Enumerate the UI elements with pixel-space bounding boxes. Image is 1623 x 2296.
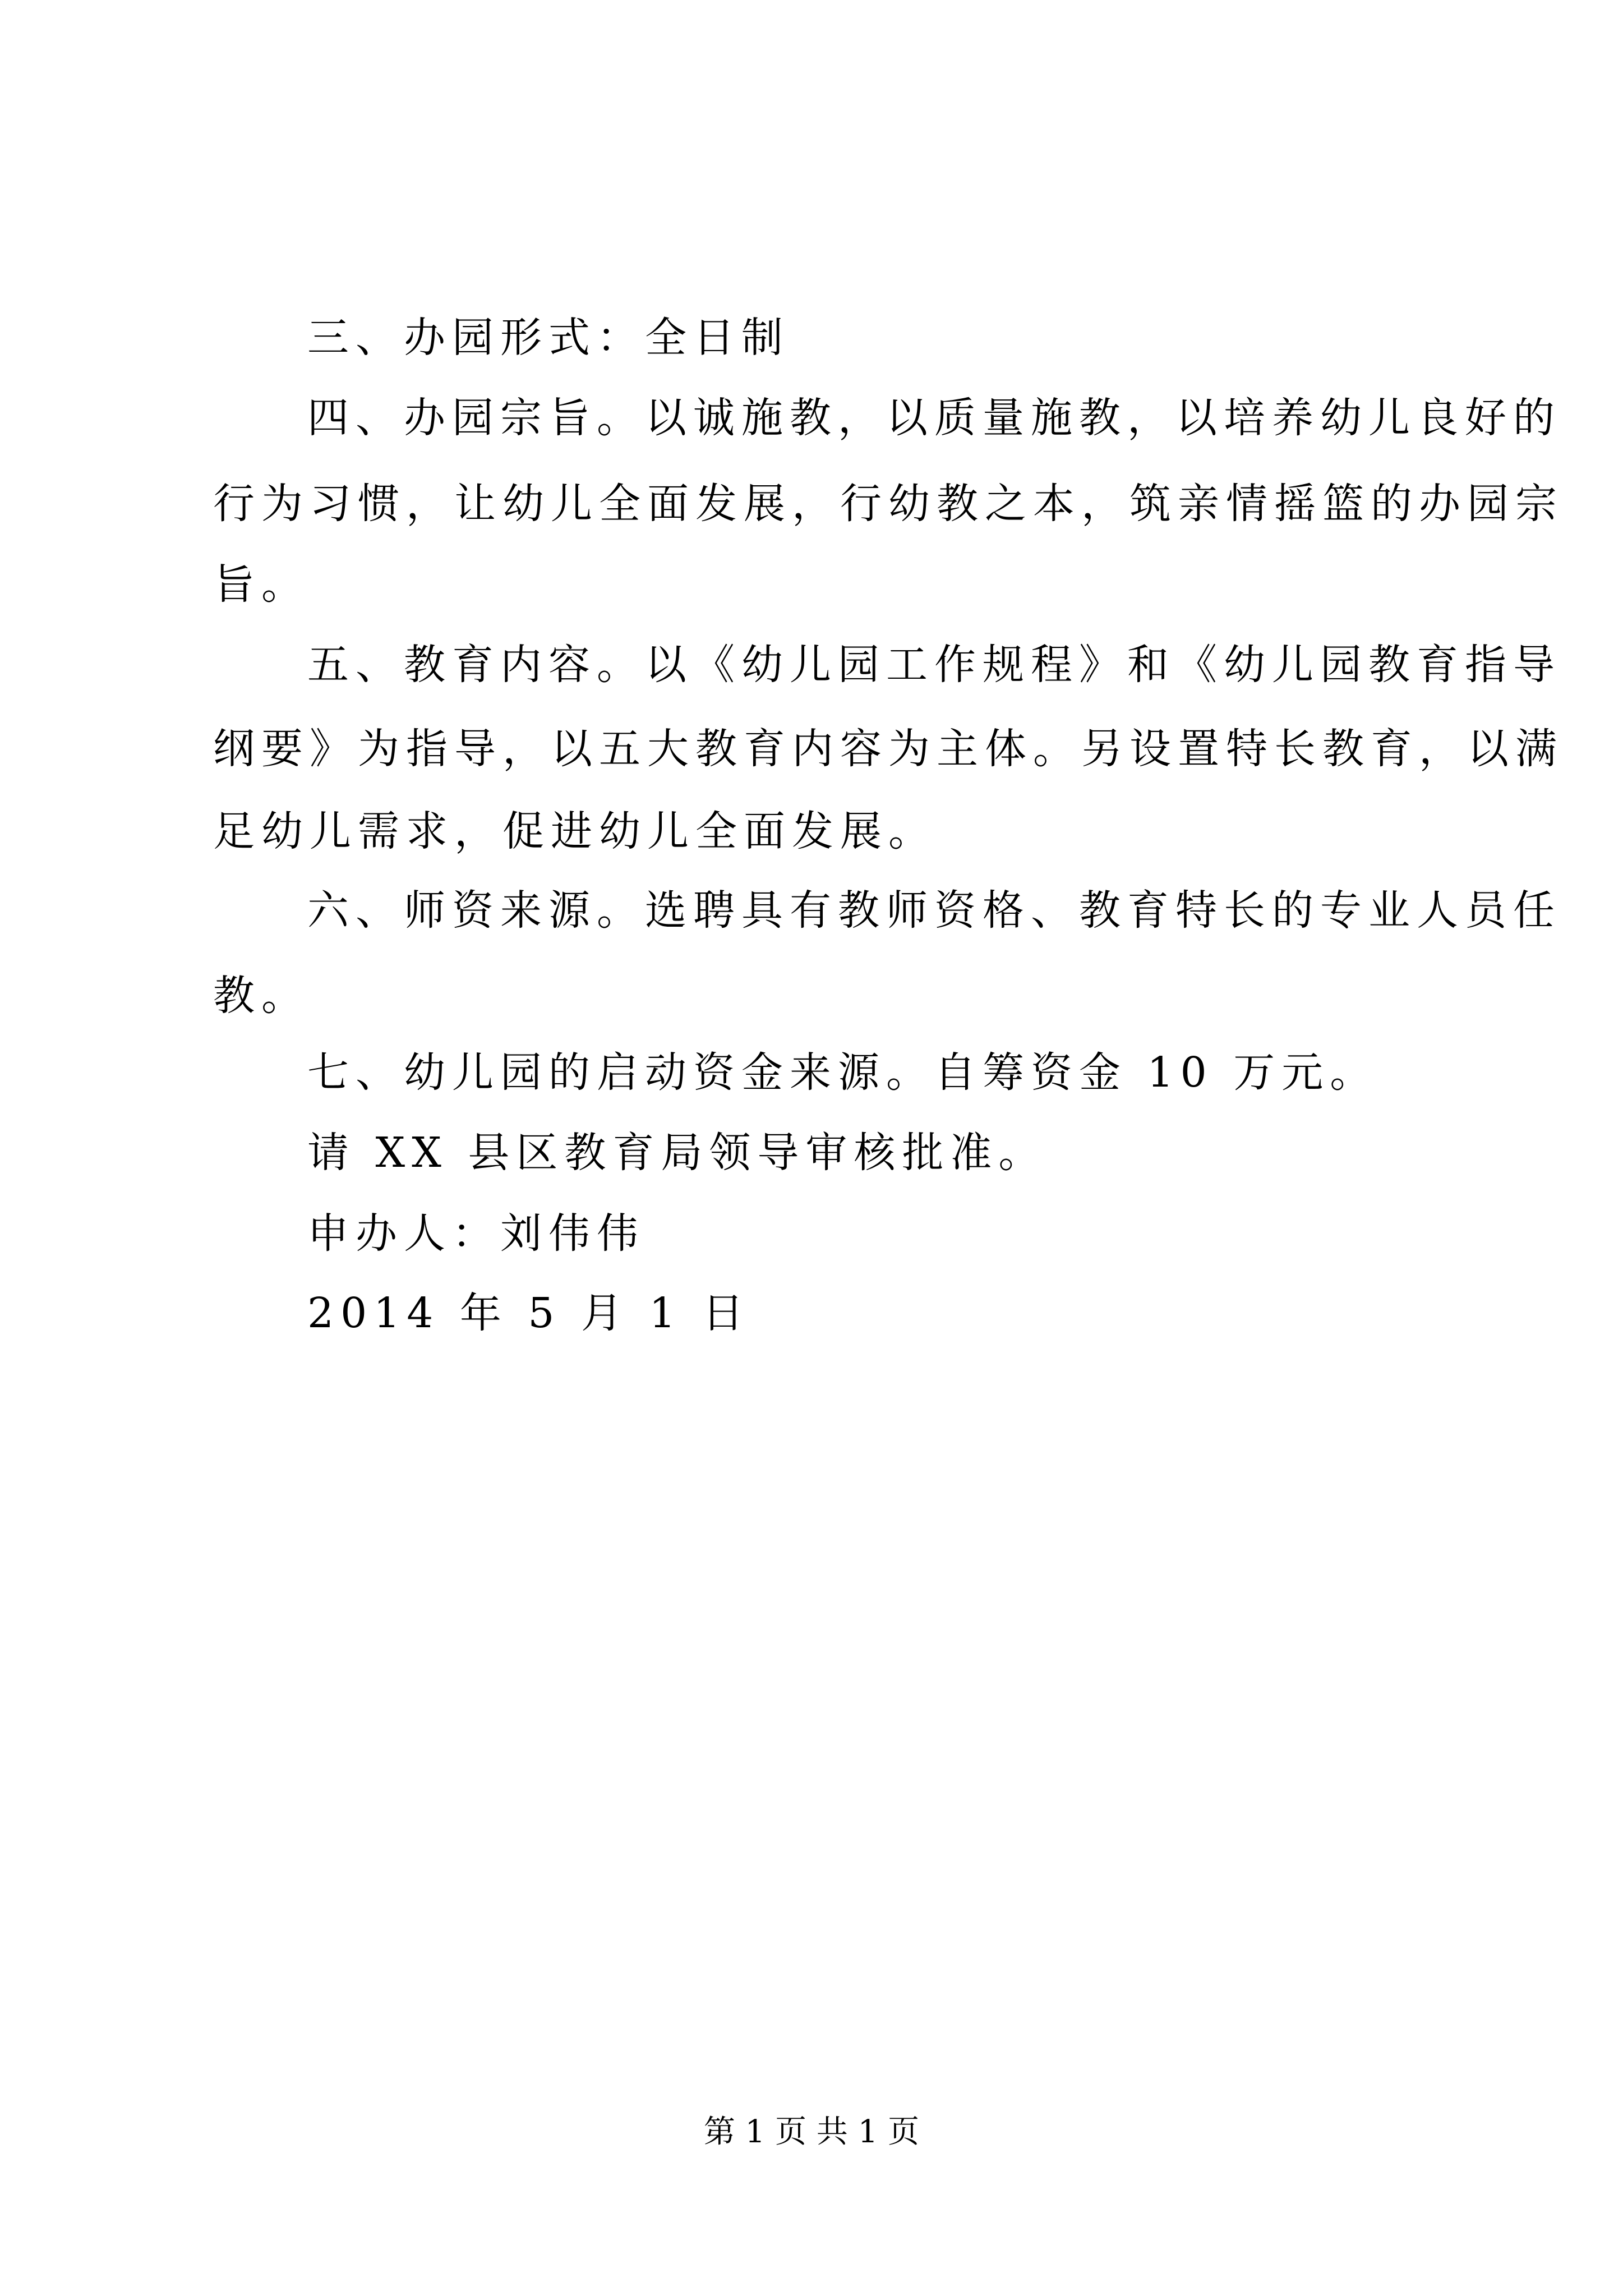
page-footer: 第 1 页 共 1 页	[703, 2114, 920, 2150]
section-6-line-1: 六、师资来源。选聘具有教师资格、教育特长的专业人员任	[307, 886, 1561, 935]
request-line: 请 XX 县区教育局领导审核批准。	[307, 1129, 1047, 1177]
section-7-line: 七、幼儿园的启动资金来源。自筹资金 10 万元。	[307, 1048, 1378, 1097]
section-6-line-2: 教。	[213, 972, 310, 1020]
section-5-line-3: 足幼儿需求，促进幼儿全面发展。	[213, 807, 937, 855]
section-4-line-1: 四、办园宗旨。以诚施教，以质量施教，以培养幼儿良好的	[307, 394, 1561, 442]
section-5-line-2: 纲要》为指导，以五大教育内容为主体。另设置特长教育，以满	[213, 725, 1564, 773]
applicant-line: 申办人：刘伟伟	[307, 1209, 645, 1258]
date-line: 2014 年 5 月 1 日	[307, 1289, 751, 1337]
section-4-line-2: 行为习惯，让幼儿全面发展，行幼教之本，筑亲情摇篮的办园宗	[213, 480, 1564, 528]
section-4-line-3: 旨。	[213, 560, 310, 609]
section-5-line-1: 五、教育内容。以《幼儿园工作规程》和《幼儿园教育指导	[307, 641, 1561, 689]
section-3-line: 三、办园形式：全日制	[307, 314, 790, 362]
